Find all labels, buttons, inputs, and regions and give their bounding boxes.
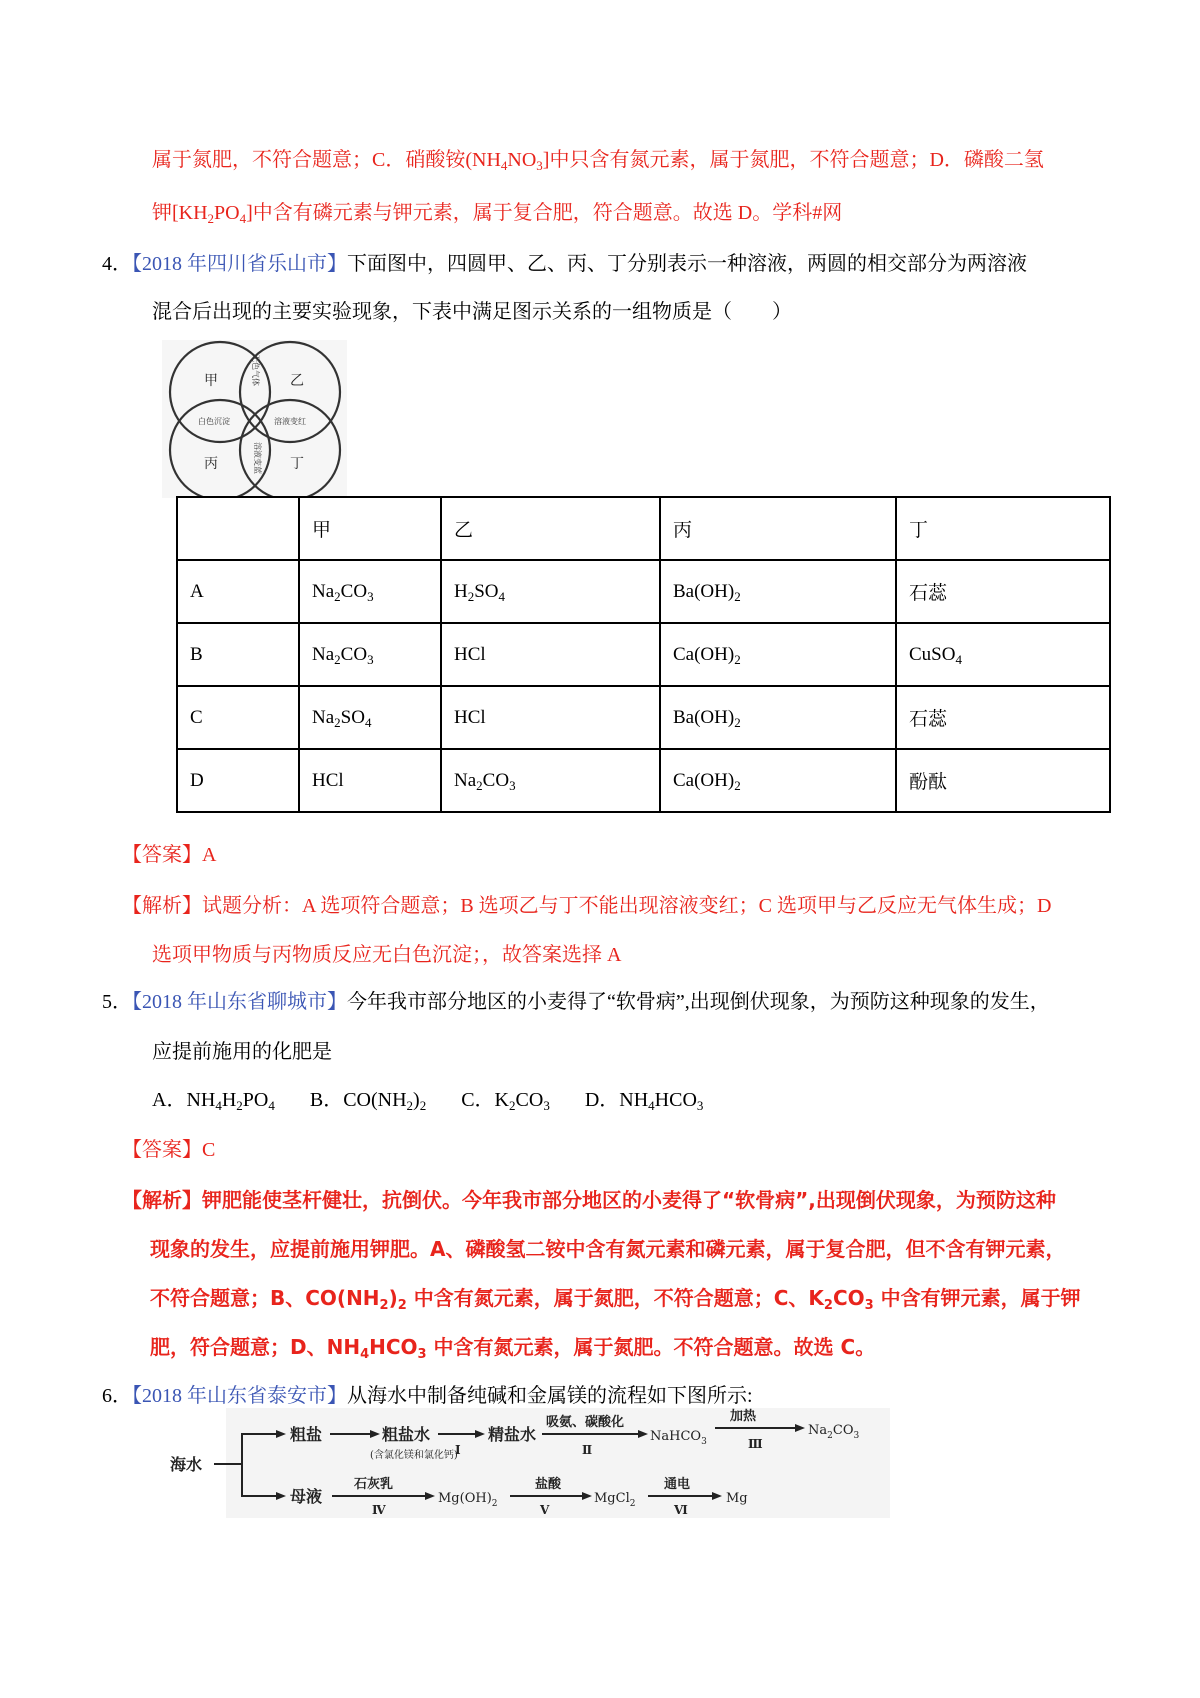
row-label: B bbox=[177, 623, 299, 686]
question-4-number: 4． bbox=[102, 253, 132, 275]
table-cell: 酚酞 bbox=[896, 749, 1110, 812]
table-cell: $Na_2CO_3$ bbox=[299, 623, 441, 686]
analysis-continuation-line-1: 属于氮肥，不符合题意；C．硝酸铵$(NH_4NO_3]$中只含有氮元素，属于氮肥，不符合题意；D．磷酸二氢 bbox=[152, 149, 1044, 173]
question-6-number: 6． bbox=[102, 1385, 132, 1407]
table-row bbox=[177, 623, 1110, 686]
table-row bbox=[177, 686, 1110, 749]
flow-fine-brine: 精盐水 bbox=[488, 1425, 537, 1444]
flow-mg: Mg bbox=[726, 1491, 748, 1506]
venn-label-yi: 乙 bbox=[290, 374, 304, 389]
question-5-source: 【2018 年山东省聊城市】 bbox=[132, 991, 347, 1013]
table-cell: $Ba(OH)_2$ bbox=[660, 686, 896, 749]
table-header-cell: 丁 bbox=[896, 497, 1110, 560]
question-4-stem-2: 混合后出现的主要实验现象，下表中满足图示关系的一组物质是（ ） bbox=[152, 301, 792, 323]
flow-step-2: Ⅱ bbox=[582, 1443, 593, 1457]
flow-step-1: Ⅰ bbox=[455, 1443, 461, 1457]
table-cell: $Na_2SO_4$ bbox=[299, 686, 441, 749]
table-header-cell: 甲 bbox=[299, 497, 441, 560]
question-5-analysis-4: 肥，符合题意；D、$NH_4HCO_3$ 中含有氮元素，属于氮肥。不符合题意。故选 C。 bbox=[150, 1335, 876, 1362]
table-cell: 石蕊 bbox=[896, 686, 1110, 749]
table-cell: $Ca(OH)_2$ bbox=[660, 749, 896, 812]
table-cell: HCl bbox=[441, 623, 660, 686]
question-4-analysis-1: 【解析】试题分析：A 选项符合题意；B 选项乙与丁不能出现溶液变红；C 选项甲与乙反应无气体生成；D bbox=[122, 895, 1052, 917]
table-header-row bbox=[177, 497, 1110, 560]
venn-overlap-top: 无色气体 bbox=[251, 354, 260, 386]
option-a: A．$NH_4H_2PO_4$ bbox=[152, 1089, 275, 1113]
flow-step-6-label: 通电 bbox=[664, 1477, 691, 1492]
option-c: C．$K_2CO_3$ bbox=[461, 1089, 550, 1113]
venn-overlap-bottom: 溶液变蓝 bbox=[253, 442, 262, 474]
table-cell: $H_2SO_4$ bbox=[441, 560, 660, 623]
table-cell: HCl bbox=[441, 686, 660, 749]
table-header-cell: 丙 bbox=[660, 497, 896, 560]
question-5-stem-1: 今年我市部分地区的小麦得了“软骨病”,出现倒伏现象，为预防这种现象的发生， bbox=[347, 991, 1050, 1013]
flow-step-5-label: 盐酸 bbox=[535, 1477, 562, 1492]
table-row bbox=[177, 749, 1110, 812]
flow-step-6: Ⅵ bbox=[674, 1503, 688, 1517]
flow-step-5: Ⅴ bbox=[540, 1503, 550, 1517]
table-header-cell bbox=[177, 497, 299, 560]
process-flow-diagram bbox=[170, 1408, 890, 1518]
flow-crude-brine: 粗盐水 bbox=[382, 1425, 431, 1444]
flow-mother: 母液 bbox=[290, 1487, 323, 1506]
question-5-analysis-2: 现象的发生，应提前施用钾肥。A、磷酸氢二铵中含有氮元素和磷元素，属于复合肥，但不含有钾元素， bbox=[150, 1237, 1066, 1261]
flow-step-2-label: 吸氨、碳酸化 bbox=[546, 1415, 625, 1430]
row-label: D bbox=[177, 749, 299, 812]
option-b: B．$CO(NH_2)_2$ bbox=[309, 1089, 427, 1113]
question-5-analysis-3: 不符合题意；B、$CO(NH_2)_2$ 中含有氮元素，属于氮肥，不符合题意；C、$K_2CO_3$ 中含有钾元素，属于钾 bbox=[150, 1286, 1081, 1313]
table-cell: $Na_2CO_3$ bbox=[441, 749, 660, 812]
question-4-answer: 【答案】A bbox=[122, 844, 217, 866]
question-4-line-1 bbox=[102, 252, 1027, 276]
question-5-number: 5． bbox=[102, 991, 132, 1013]
venn-label-bing: 丙 bbox=[204, 457, 218, 472]
question-4-table bbox=[176, 496, 1111, 813]
question-4-analysis-2: 选项甲物质与丙物质反应无白色沉淀；，故答案选择 A bbox=[152, 944, 622, 966]
option-d: D．$NH_4HCO_3$ bbox=[584, 1089, 704, 1113]
question-5-line-1 bbox=[102, 990, 1050, 1014]
question-5-options bbox=[152, 1088, 703, 1112]
row-label: C bbox=[177, 686, 299, 749]
table-cell: HCl bbox=[299, 749, 441, 812]
flow-mgoh2: $Mg(OH)_2$ bbox=[438, 1491, 498, 1509]
flow-start: 海水 bbox=[170, 1455, 203, 1474]
flow-na2co3: $Na_2CO_3$ bbox=[808, 1423, 860, 1441]
table-cell: CuSO$_4$ bbox=[896, 623, 1110, 686]
question-6-stem: 从海水中制备纯碱和金属镁的流程如下图所示: bbox=[347, 1385, 753, 1407]
question-5-analysis-1: 【解析】钾肥能使茎杆健壮，抗倒伏。今年我市部分地区的小麦得了“软骨病”,出现倒伏现象，为预防这种 bbox=[122, 1188, 1056, 1212]
row-label: A bbox=[177, 560, 299, 623]
flow-mgcl2: MgCl$_2$ bbox=[594, 1491, 636, 1509]
table-header-cell: 乙 bbox=[441, 497, 660, 560]
question-4-stem-1: 下面图中，四圆甲、乙、丙、丁分别表示一种溶液，两圆的相交部分为两溶液 bbox=[347, 253, 1027, 275]
table-row bbox=[177, 560, 1110, 623]
table-cell: $Ba(OH)_2$ bbox=[660, 560, 896, 623]
flow-impurity-note: (含氯化镁和氯化钙) bbox=[370, 1450, 458, 1461]
analysis-continuation-line-2: 钾$[KH_2PO_4]$中含有磷元素与钾元素，属于复合肥，符合题意。故选 D。学科#网 bbox=[152, 202, 843, 226]
flow-step-4-label: 石灰乳 bbox=[354, 1477, 394, 1492]
question-5-stem-2: 应提前施用的化肥是 bbox=[152, 1041, 332, 1063]
table-cell: 石蕊 bbox=[896, 560, 1110, 623]
question-4-source: 【2018 年四川省乐山市】 bbox=[132, 253, 347, 275]
flow-step-4: Ⅳ bbox=[372, 1503, 386, 1517]
question-6-source: 【2018 年山东省泰安市】 bbox=[132, 1385, 347, 1407]
flow-step-3: Ⅲ bbox=[748, 1437, 763, 1451]
table-cell: $Na_2CO_3$ bbox=[299, 560, 441, 623]
venn-diagram bbox=[162, 340, 347, 498]
flow-crude-salt: 粗盐 bbox=[290, 1425, 323, 1444]
venn-label-jia: 甲 bbox=[204, 374, 218, 389]
venn-overlap-left: 白色沉淀 bbox=[198, 417, 230, 426]
flow-step-3-label: 加热 bbox=[730, 1409, 757, 1424]
venn-overlap-right: 溶液变红 bbox=[274, 417, 306, 426]
question-5-answer: 【答案】C bbox=[122, 1139, 216, 1161]
flow-nahco3: NaHCO$_3$ bbox=[650, 1429, 707, 1447]
venn-label-ding: 丁 bbox=[290, 457, 304, 472]
question-6-line-1 bbox=[102, 1384, 753, 1408]
table-cell: $Ca(OH)_2$ bbox=[660, 623, 896, 686]
